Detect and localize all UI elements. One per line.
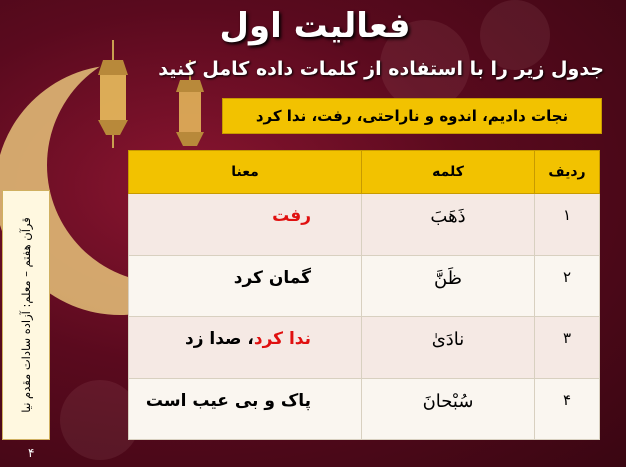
meaning-cell	[129, 378, 362, 440]
table-row	[129, 194, 600, 256]
arabic-word: نادَیٰ	[362, 317, 535, 379]
table-row	[129, 255, 600, 317]
column-header-row-number: ردیف	[535, 151, 600, 194]
vocabulary-table	[128, 150, 600, 440]
meaning-text: گمان کرد	[233, 267, 311, 288]
word-bank: نجات دادیم، اندوه و ناراحتی، رفت، ندا کرد	[222, 98, 602, 134]
meaning-answer: رفت	[272, 206, 311, 226]
author-credit: قرآن هفتم – معلم: آزاده سادات مقدم نیا	[19, 217, 33, 413]
instruction-text: جدول زیر را با استفاده از کلمات داده کامل کنید	[158, 58, 604, 80]
meaning-cell	[129, 194, 362, 256]
meaning-answer: ندا کرد	[253, 329, 311, 349]
arabic-word: ظَنَّ	[362, 255, 535, 317]
arabic-word: ذَهَبَ	[362, 194, 535, 256]
row-number: ۲	[535, 255, 600, 317]
column-header-meaning: معنا	[129, 151, 362, 194]
author-sidebar	[2, 190, 50, 440]
arabic-word: سُبْحانَ	[362, 378, 535, 440]
column-header-word: کلمه	[362, 151, 535, 194]
row-number: ۱	[535, 194, 600, 256]
meaning-text: پاک و بی عیب است	[145, 390, 311, 411]
meaning-cell	[129, 317, 362, 379]
row-number: ۴	[535, 378, 600, 440]
row-number: ۳	[535, 317, 600, 379]
meaning-cell	[129, 255, 362, 317]
page-title: فعالیت اول	[219, 6, 411, 46]
lantern-icon	[88, 40, 138, 150]
table-row	[129, 317, 600, 379]
page-number: ۴	[28, 446, 35, 460]
table-header-row	[129, 151, 600, 194]
meaning-text: ، صدا زد	[184, 329, 254, 349]
table-row	[129, 378, 600, 440]
